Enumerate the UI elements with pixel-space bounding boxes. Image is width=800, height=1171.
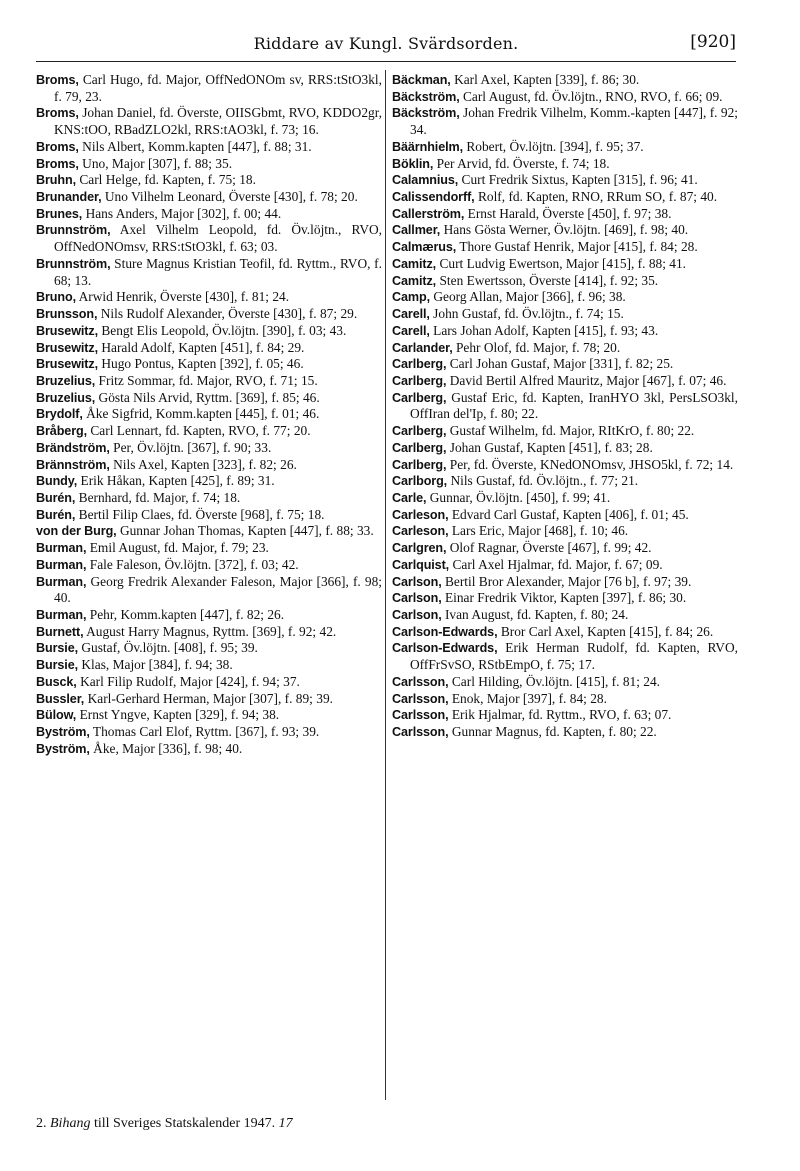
entry-surname: Carlborg, — [392, 474, 448, 489]
entry-details: Carl Lennart, fd. Kapten, RVO, f. 77; 20. — [90, 423, 311, 439]
register-entry — [36, 657, 382, 674]
entry-surname: Brännström, — [36, 457, 110, 472]
entry-surname: Camitz, — [392, 273, 437, 288]
entry-details: Fritz Sommar, fd. Major, RVO, f. 71; 15. — [98, 372, 318, 388]
entry-details: Arwid Henrik, Överste [430], f. 81; 24. — [78, 289, 290, 305]
register-entry — [36, 373, 382, 390]
entry-surname: Brunander, — [36, 190, 102, 205]
entry-details: Ernst Yngve, Kapten [329], f. 94; 38. — [79, 707, 280, 723]
entry-details: Erik Herman Rudolf, fd. Kapten, RVO, OffFrSvSO, RStbEmpO, f. 75; 17. — [410, 640, 738, 673]
footer-prefix: 2. — [36, 1116, 47, 1131]
entry-surname: Carlberg, — [392, 440, 447, 455]
entry-details: Pehr Olof, fd. Major, f. 78; 20. — [455, 339, 621, 355]
entry-surname: Bruzelius, — [36, 373, 96, 388]
entry-details: Carl Johan Gustaf, Major [331], f. 82; 25. — [449, 356, 674, 372]
register-entry — [392, 507, 738, 524]
entry-details: Georg Allan, Major [366], f. 96; 38. — [433, 289, 626, 305]
register-entry — [36, 423, 382, 440]
register-entry — [392, 390, 738, 423]
register-entry — [392, 373, 738, 390]
entry-details: Gustaf Eric, fd. Kapten, IranHYO 3kl, PersLSO3kl, OffIran del'Ip, f. 80; 22. — [410, 389, 738, 422]
register-entry — [392, 105, 738, 138]
entry-details: Gustaf Wilhelm, fd. Major, RItKrO, f. 80; 22. — [449, 423, 695, 439]
entry-surname: Brunes, — [36, 206, 83, 221]
right-column — [392, 72, 738, 741]
entry-details: Bernhard, fd. Major, f. 74; 18. — [78, 489, 241, 505]
entry-details: Gustaf, Öv.löjtn. [408], f. 95; 39. — [81, 640, 258, 656]
entry-surname: Brunnström, — [36, 256, 111, 271]
register-entry — [392, 457, 738, 474]
register-entry — [392, 707, 738, 724]
entry-details: Enok, Major [397], f. 84; 28. — [451, 690, 607, 706]
register-entry — [36, 707, 382, 724]
entry-details: Johan Gustaf, Kapten [451], f. 83; 28. — [449, 439, 653, 455]
register-entry — [36, 607, 382, 624]
entry-details: Curt Fredrik Sixtus, Kapten [315], f. 96; 41. — [461, 172, 698, 188]
entry-surname: Bruno, — [36, 290, 76, 305]
entry-details: Harald Adolf, Kapten [451], f. 84; 29. — [101, 339, 305, 355]
entry-surname: Callmer, — [392, 223, 441, 238]
register-entry — [36, 574, 382, 607]
entry-details: Robert, Öv.löjtn. [394], f. 95; 37. — [466, 138, 644, 154]
entry-surname: Bundy, — [36, 474, 78, 489]
register-entry — [36, 189, 382, 206]
register-entry — [36, 156, 382, 173]
entry-surname: Carleson, — [392, 524, 449, 539]
entry-surname: Carlsson, — [392, 674, 449, 689]
entry-surname: Carell, — [392, 323, 430, 338]
footer-text: till Sveriges Statskalender 1947. — [93, 1116, 276, 1131]
entry-details: Johan Fredrik Vilhelm, Komm.-kapten [447], f. 92; 34. — [410, 105, 738, 138]
entry-surname: Broms, — [36, 73, 79, 87]
register-entry — [36, 507, 382, 524]
entry-details: Bertil Bror Alexander, Major [76 b], f. 97; 39. — [444, 573, 692, 589]
entry-surname: Bussler, — [36, 691, 85, 706]
register-entry — [392, 540, 738, 557]
entry-surname: Burman, — [36, 557, 87, 572]
entry-details: Uno, Major [307], f. 88; 35. — [82, 155, 233, 171]
register-entry — [36, 323, 382, 340]
entry-details: Hans Gösta Werner, Öv.löjtn. [469], f. 98; 40. — [443, 222, 689, 238]
entry-details: Hugo Pontus, Kapten [392], f. 05; 46. — [101, 356, 304, 372]
entry-surname: Busck, — [36, 674, 77, 689]
entry-surname: Carlberg, — [392, 457, 447, 472]
entry-surname: Burnett, — [36, 624, 84, 639]
page-header — [36, 28, 736, 62]
register-entry — [392, 691, 738, 708]
entry-details: Åke, Major [336], f. 98; 40. — [93, 740, 243, 756]
entry-details: Gunnar, Öv.löjtn. [450], f. 99; 41. — [429, 489, 611, 505]
register-entry — [36, 406, 382, 423]
entry-details: Bengt Elis Leopold, Öv.löjtn. [390], f. 03; 43. — [101, 322, 347, 338]
entry-surname: Carlgren, — [392, 541, 447, 556]
register-entry — [36, 306, 382, 323]
entry-surname: Brusewitz, — [36, 357, 98, 372]
entry-surname: Carlson-Edwards, — [392, 624, 498, 639]
entry-surname: Camitz, — [392, 256, 437, 271]
entry-details: Georg Fredrik Alexander Faleson, Major [366], f. 98; 40. — [54, 573, 382, 606]
entry-surname: Carlsson, — [392, 691, 449, 706]
entry-details: Erik Hjalmar, fd. Ryttm., RVO, f. 63; 07. — [451, 707, 672, 723]
entry-surname: Carle, — [392, 490, 427, 505]
register-entry — [392, 273, 738, 290]
entry-details: Carl Hilding, Öv.löjtn. [415], f. 81; 24. — [451, 673, 661, 689]
header-rule — [36, 61, 736, 62]
register-entry — [36, 139, 382, 156]
register-entry — [392, 574, 738, 591]
entry-details: Per, fd. Överste, KNedONOmsv, JHSO5kl, f. 72; 14. — [449, 456, 734, 472]
entry-surname: Carlson-Edwards, — [392, 641, 498, 656]
register-entry — [392, 72, 738, 89]
entry-details: Bror Carl Axel, Kapten [415], f. 84; 26. — [500, 623, 714, 639]
entry-details: Ivan August, fd. Kapten, f. 80; 24. — [444, 607, 629, 622]
entry-details: Carl August, fd. Öv.löjtn., RNO, RVO, f. 66; 09. — [462, 88, 723, 104]
register-entry — [392, 139, 738, 156]
entry-surname: Bursie, — [36, 658, 78, 673]
register-entry — [36, 440, 382, 457]
entry-details: Carl Axel Hjalmar, fd. Major, f. 67; 09. — [452, 556, 663, 572]
entry-details: Fale Faleson, Öv.löjtn. [372], f. 03; 42. — [89, 556, 299, 572]
entry-details: Olof Ragnar, Överste [467], f. 99; 42. — [449, 540, 652, 556]
entry-details: August Harry Magnus, Ryttm. [369], f. 92; 42. — [86, 623, 337, 639]
entry-details: Nils Axel, Kapten [323], f. 82; 26. — [113, 456, 297, 472]
register-entry — [392, 724, 738, 741]
entry-surname: Burén, — [36, 490, 76, 505]
entry-surname: Bäckman, — [392, 73, 451, 87]
entry-surname: Carlberg, — [392, 424, 447, 439]
register-entry — [392, 340, 738, 357]
entry-details: Erik Håkan, Kapten [425], f. 89; 31. — [80, 473, 275, 489]
entry-surname: Carleson, — [392, 507, 449, 522]
entry-surname: Carlson, — [392, 608, 442, 622]
entry-surname: Bäärnhielm, — [392, 139, 463, 154]
register-entry — [36, 640, 382, 657]
register-entry — [36, 473, 382, 490]
entry-surname: Burén, — [36, 507, 76, 522]
entry-surname: Brydolf, — [36, 407, 83, 422]
entry-details: Klas, Major [384], f. 94; 38. — [81, 657, 233, 673]
entry-details: Åke Sigfrid, Komm.kapten [445], f. 01; 46. — [86, 406, 320, 422]
register-entry — [36, 340, 382, 357]
entry-surname: Bruhn, — [36, 173, 76, 188]
register-entry — [392, 423, 738, 440]
entry-details: Einar Fredrik Viktor, Kapten [397], f. 86; 30. — [444, 590, 687, 606]
register-entry — [36, 724, 382, 741]
entry-surname: Carlander, — [392, 340, 453, 355]
entry-surname: Byström, — [36, 741, 90, 756]
entry-details: Edvard Carl Gustaf, Kapten [406], f. 01; 45. — [451, 506, 689, 522]
register-entry — [36, 457, 382, 474]
register-entry — [392, 222, 738, 239]
register-entry — [36, 105, 382, 138]
entry-details: Carl Hugo, fd. Major, OffNedONOm sv, RRS:tStO3kl, f. 79, 23. — [54, 72, 382, 104]
entry-surname: Carlquist, — [392, 557, 450, 572]
register-entry — [392, 89, 738, 106]
register-entry — [392, 356, 738, 373]
entry-details: Axel Vilhelm Leopold, fd. Öv.löjtn., RVO, OffNedONOmsv, RRS:tStO3kl, f. 63; 03. — [54, 222, 383, 255]
register-entry — [392, 323, 738, 340]
register-entry — [36, 256, 382, 289]
footer-page: 17 — [278, 1116, 293, 1131]
entry-surname: Bülow, — [36, 708, 77, 723]
footer-italic: Bihang — [50, 1116, 91, 1131]
entry-surname: Carlson, — [392, 591, 442, 606]
entry-details: Emil August, fd. Major, f. 79; 23. — [89, 540, 269, 556]
register-entry — [392, 607, 738, 624]
entry-details: Sten Ewertsson, Överste [414], f. 92; 35. — [439, 272, 659, 288]
register-entry — [392, 189, 738, 206]
register-entry — [36, 289, 382, 306]
register-entry — [36, 624, 382, 641]
entry-surname: Burman, — [36, 608, 87, 622]
entry-surname: Brunsson, — [36, 307, 98, 322]
page-number: [920] — [690, 32, 736, 52]
entry-surname: Burman, — [36, 574, 87, 589]
left-column — [36, 72, 382, 757]
column-divider — [385, 70, 386, 1100]
entry-surname: Carlsson, — [392, 708, 449, 723]
register-entry — [392, 523, 738, 540]
entry-surname: Camp, — [392, 290, 430, 305]
entry-details: Lars Johan Adolf, Kapten [415], f. 93; 43. — [433, 322, 659, 338]
register-entry — [36, 222, 382, 255]
entry-details: Nils Gustaf, fd. Öv.löjtn., f. 77; 21. — [450, 473, 639, 489]
register-entry — [392, 239, 738, 256]
entry-surname: Carlsson, — [392, 725, 449, 740]
entry-surname: Broms, — [36, 139, 79, 154]
register-entry — [392, 206, 738, 223]
entry-details: Per Arvid, fd. Överste, f. 74; 18. — [436, 155, 610, 171]
register-entry — [392, 557, 738, 574]
register-entry — [392, 490, 738, 507]
entry-surname: Calissendorff, — [392, 190, 475, 205]
register-entry — [36, 557, 382, 574]
entry-surname: Burman, — [36, 541, 87, 556]
register-entry — [392, 172, 738, 189]
entry-surname: von der Burg, — [36, 524, 117, 539]
entry-details: Carl Helge, fd. Kapten, f. 75; 18. — [79, 172, 256, 188]
register-entry — [392, 624, 738, 641]
register-entry — [392, 256, 738, 273]
entry-details: Johan Daniel, fd. Överste, OIISGbmt, RVO, KDDO2gr, KNS:tOO, RBadZLO2kl, RRS:tAO3kl, f. 73; 16. — [54, 105, 382, 138]
register-entry — [392, 674, 738, 691]
entry-surname: Böklin, — [392, 156, 434, 171]
register-entry — [392, 440, 738, 457]
register-entry — [36, 674, 382, 691]
entry-surname: Brunnström, — [36, 223, 111, 238]
entry-surname: Carell, — [392, 307, 430, 322]
entry-details: Gösta Nils Arvid, Ryttm. [369], f. 85; 46. — [98, 389, 320, 405]
entry-details: Gunnar Johan Thomas, Kapten [447], f. 88; 33. — [119, 523, 374, 539]
entry-details: Sture Magnus Kristian Teofil, fd. Ryttm., RVO, f. 68; 13. — [54, 255, 382, 288]
entry-details: Curt Ludvig Ewertson, Major [415], f. 88; 41. — [439, 255, 687, 271]
entry-surname: Bruzelius, — [36, 390, 96, 405]
page-title: Riddare av Kungl. Svärdsorden. — [253, 34, 519, 53]
entry-details: John Gustaf, fd. Öv.löjtn., f. 74; 15. — [433, 306, 624, 322]
entry-surname: Carlson, — [392, 574, 442, 589]
register-entry — [392, 473, 738, 490]
entry-details: Bertil Filip Claes, fd. Överste [968], f. 75; 18. — [78, 506, 325, 522]
entry-details: Karl Axel, Kapten [339], f. 86; 30. — [454, 72, 640, 87]
entry-details: Thore Gustaf Henrik, Major [415], f. 84; 28. — [459, 239, 698, 255]
register-entry — [36, 691, 382, 708]
entry-surname: Bursie, — [36, 641, 78, 656]
entry-surname: Carlberg, — [392, 357, 447, 372]
register-entry — [36, 206, 382, 223]
entry-details: Karl Filip Rudolf, Major [424], f. 94; 37. — [80, 673, 300, 689]
entry-details: Hans Anders, Major [302], f. 00; 44. — [85, 205, 282, 221]
entry-surname: Bråberg, — [36, 424, 87, 439]
entry-details: David Bertil Alfred Mauritz, Major [467], f. 07; 46. — [449, 372, 727, 388]
entry-details: Ernst Harald, Överste [450], f. 97; 38. — [467, 205, 672, 221]
entry-details: Karl-Gerhard Herman, Major [307], f. 89; 39. — [87, 690, 333, 706]
entry-details: Uno Vilhelm Leonard, Överste [430], f. 78; 20. — [104, 189, 358, 205]
entry-surname: Bäckström, — [392, 89, 460, 104]
register-entry — [392, 156, 738, 173]
entry-surname: Broms, — [36, 156, 79, 171]
register-entry — [36, 390, 382, 407]
register-entry — [36, 356, 382, 373]
entry-details: Per, Öv.löjtn. [367], f. 90; 33. — [113, 439, 272, 455]
register-entry — [36, 490, 382, 507]
entry-details: Nils Albert, Komm.kapten [447], f. 88; 31. — [82, 138, 312, 154]
register-entry — [36, 741, 382, 758]
register-entry — [36, 172, 382, 189]
entry-details: Rolf, fd. Kapten, RNO, RRum SO, f. 87; 40. — [477, 189, 718, 205]
entry-details: Gunnar Magnus, fd. Kapten, f. 80; 22. — [451, 724, 657, 740]
register-entry — [392, 590, 738, 607]
register-entry — [36, 540, 382, 557]
register-entry — [392, 306, 738, 323]
entry-surname: Calamnius, — [392, 173, 459, 188]
entry-surname: Byström, — [36, 725, 90, 740]
entry-details: Thomas Carl Elof, Ryttm. [367], f. 93; 39. — [92, 724, 320, 740]
page-footer — [36, 1116, 736, 1132]
entry-surname: Brusewitz, — [36, 340, 98, 355]
entry-surname: Carlberg, — [392, 373, 447, 388]
entry-surname: Brändström, — [36, 440, 110, 455]
register-entry — [36, 72, 382, 105]
entry-surname: Callerström, — [392, 206, 465, 221]
entry-surname: Carlberg, — [392, 390, 447, 405]
register-entry — [392, 289, 738, 306]
register-entry — [36, 523, 382, 540]
entry-details: Lars Eric, Major [468], f. 10; 46. — [451, 523, 629, 539]
entry-surname: Bäckström, — [392, 106, 460, 121]
register-entry — [392, 640, 738, 673]
entry-details: Pehr, Komm.kapten [447], f. 82; 26. — [89, 607, 285, 622]
entry-details: Nils Rudolf Alexander, Överste [430], f. 87; 29. — [100, 306, 358, 322]
entry-surname: Calmærus, — [392, 240, 457, 255]
entry-surname: Broms, — [36, 106, 79, 121]
entry-surname: Brusewitz, — [36, 323, 98, 338]
